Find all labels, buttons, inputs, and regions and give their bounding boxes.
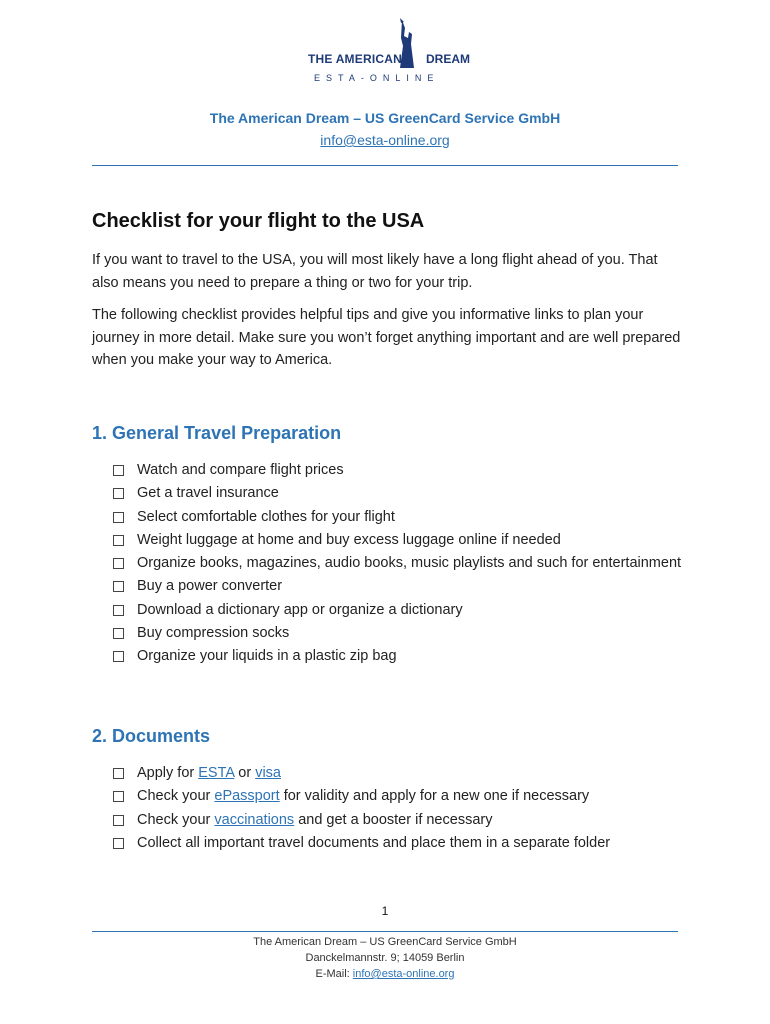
page-title: Checklist for your flight to the USA xyxy=(92,210,425,232)
checkbox-icon[interactable] xyxy=(113,838,124,849)
checkbox-icon[interactable] xyxy=(113,628,124,639)
checkbox-icon[interactable] xyxy=(113,465,124,476)
checklist-item: Collect all important travel documents and place them in a separate folder xyxy=(113,832,683,855)
page-number: 1 xyxy=(381,904,389,918)
checkbox-icon[interactable] xyxy=(113,558,124,569)
checklist-item: Check your ePassport for validity and apply for a new one if necessary xyxy=(113,785,683,808)
section-heading-documents: 2. Documents xyxy=(92,726,211,746)
checklist-item: Organize your liquids in a plastic zip bag xyxy=(113,645,683,668)
intro-paragraph-2: The following checklist provides helpful tips and give you informative links to plan your journey in more detail. Make sure you won’t forget anything important and are well prepared when you make your way to America. xyxy=(92,307,681,368)
checklist-item: Weight luggage at home and buy excess luggage online if needed xyxy=(113,529,683,552)
footer-address: Danckelmannstr. 9; 14059 Berlin xyxy=(305,952,465,964)
footer-company-name: The American Dream – US GreenCard Service GmbH xyxy=(253,936,517,948)
checklist-item: Download a dictionary app or organize a dictionary xyxy=(113,599,683,622)
logo-text-dream: DREAM xyxy=(426,52,470,66)
intro-paragraph-1: If you want to travel to the USA, you will most likely have a long flight ahead of you. That also means you need to prepare a thing or two for your trip. xyxy=(92,252,658,291)
vaccinations-link[interactable]: vaccinations xyxy=(214,811,295,828)
esta-link[interactable]: ESTA xyxy=(198,765,235,781)
checklist-item: Buy a power converter xyxy=(113,575,683,598)
checkbox-icon[interactable] xyxy=(113,768,124,779)
checkbox-icon[interactable] xyxy=(113,651,124,662)
checkbox-icon[interactable] xyxy=(113,581,124,592)
checkbox-icon[interactable] xyxy=(113,512,124,523)
checkbox-icon[interactable] xyxy=(113,605,124,616)
checkbox-icon[interactable] xyxy=(113,488,124,499)
visa-link[interactable]: visa xyxy=(255,765,281,781)
general-travel-checklist xyxy=(113,459,683,669)
checkbox-icon[interactable] xyxy=(113,791,124,802)
epassport-link[interactable]: ePassport xyxy=(214,788,280,805)
checklist-item: Apply for ESTA or visa xyxy=(113,762,683,785)
logo-text-american: THE AMERICAN xyxy=(308,52,402,66)
checklist-item: Select comfortable clothes for your flight xyxy=(113,506,683,529)
header-divider xyxy=(92,165,678,166)
checkbox-icon[interactable] xyxy=(113,535,124,546)
checkbox-icon[interactable] xyxy=(113,815,124,826)
footer-email-link[interactable]: info@esta-online.org xyxy=(352,968,455,980)
footer-email: E-Mail: info@esta-online.org xyxy=(315,968,455,980)
section-heading-general-travel: 1. General Travel Preparation xyxy=(92,423,342,443)
checklist-item: Get a travel insurance xyxy=(113,482,683,505)
checklist-item: Organize books, magazines, audio books, music playlists and such for entertainment xyxy=(113,552,683,575)
documents-checklist xyxy=(113,762,683,855)
header-email-link[interactable]: info@esta-online.org xyxy=(320,132,450,148)
footer-divider xyxy=(92,931,678,932)
checklist-item: Watch and compare flight prices xyxy=(113,459,683,482)
header-company-name: The American Dream – US GreenCard Service GmbH xyxy=(209,110,561,126)
checklist-item: Buy compression socks xyxy=(113,622,683,645)
checklist-item: Check your vaccinations and get a booster if necessary xyxy=(113,809,683,832)
logo-subtitle: ESTA-ONLINE xyxy=(314,73,440,83)
company-logo xyxy=(308,18,468,88)
